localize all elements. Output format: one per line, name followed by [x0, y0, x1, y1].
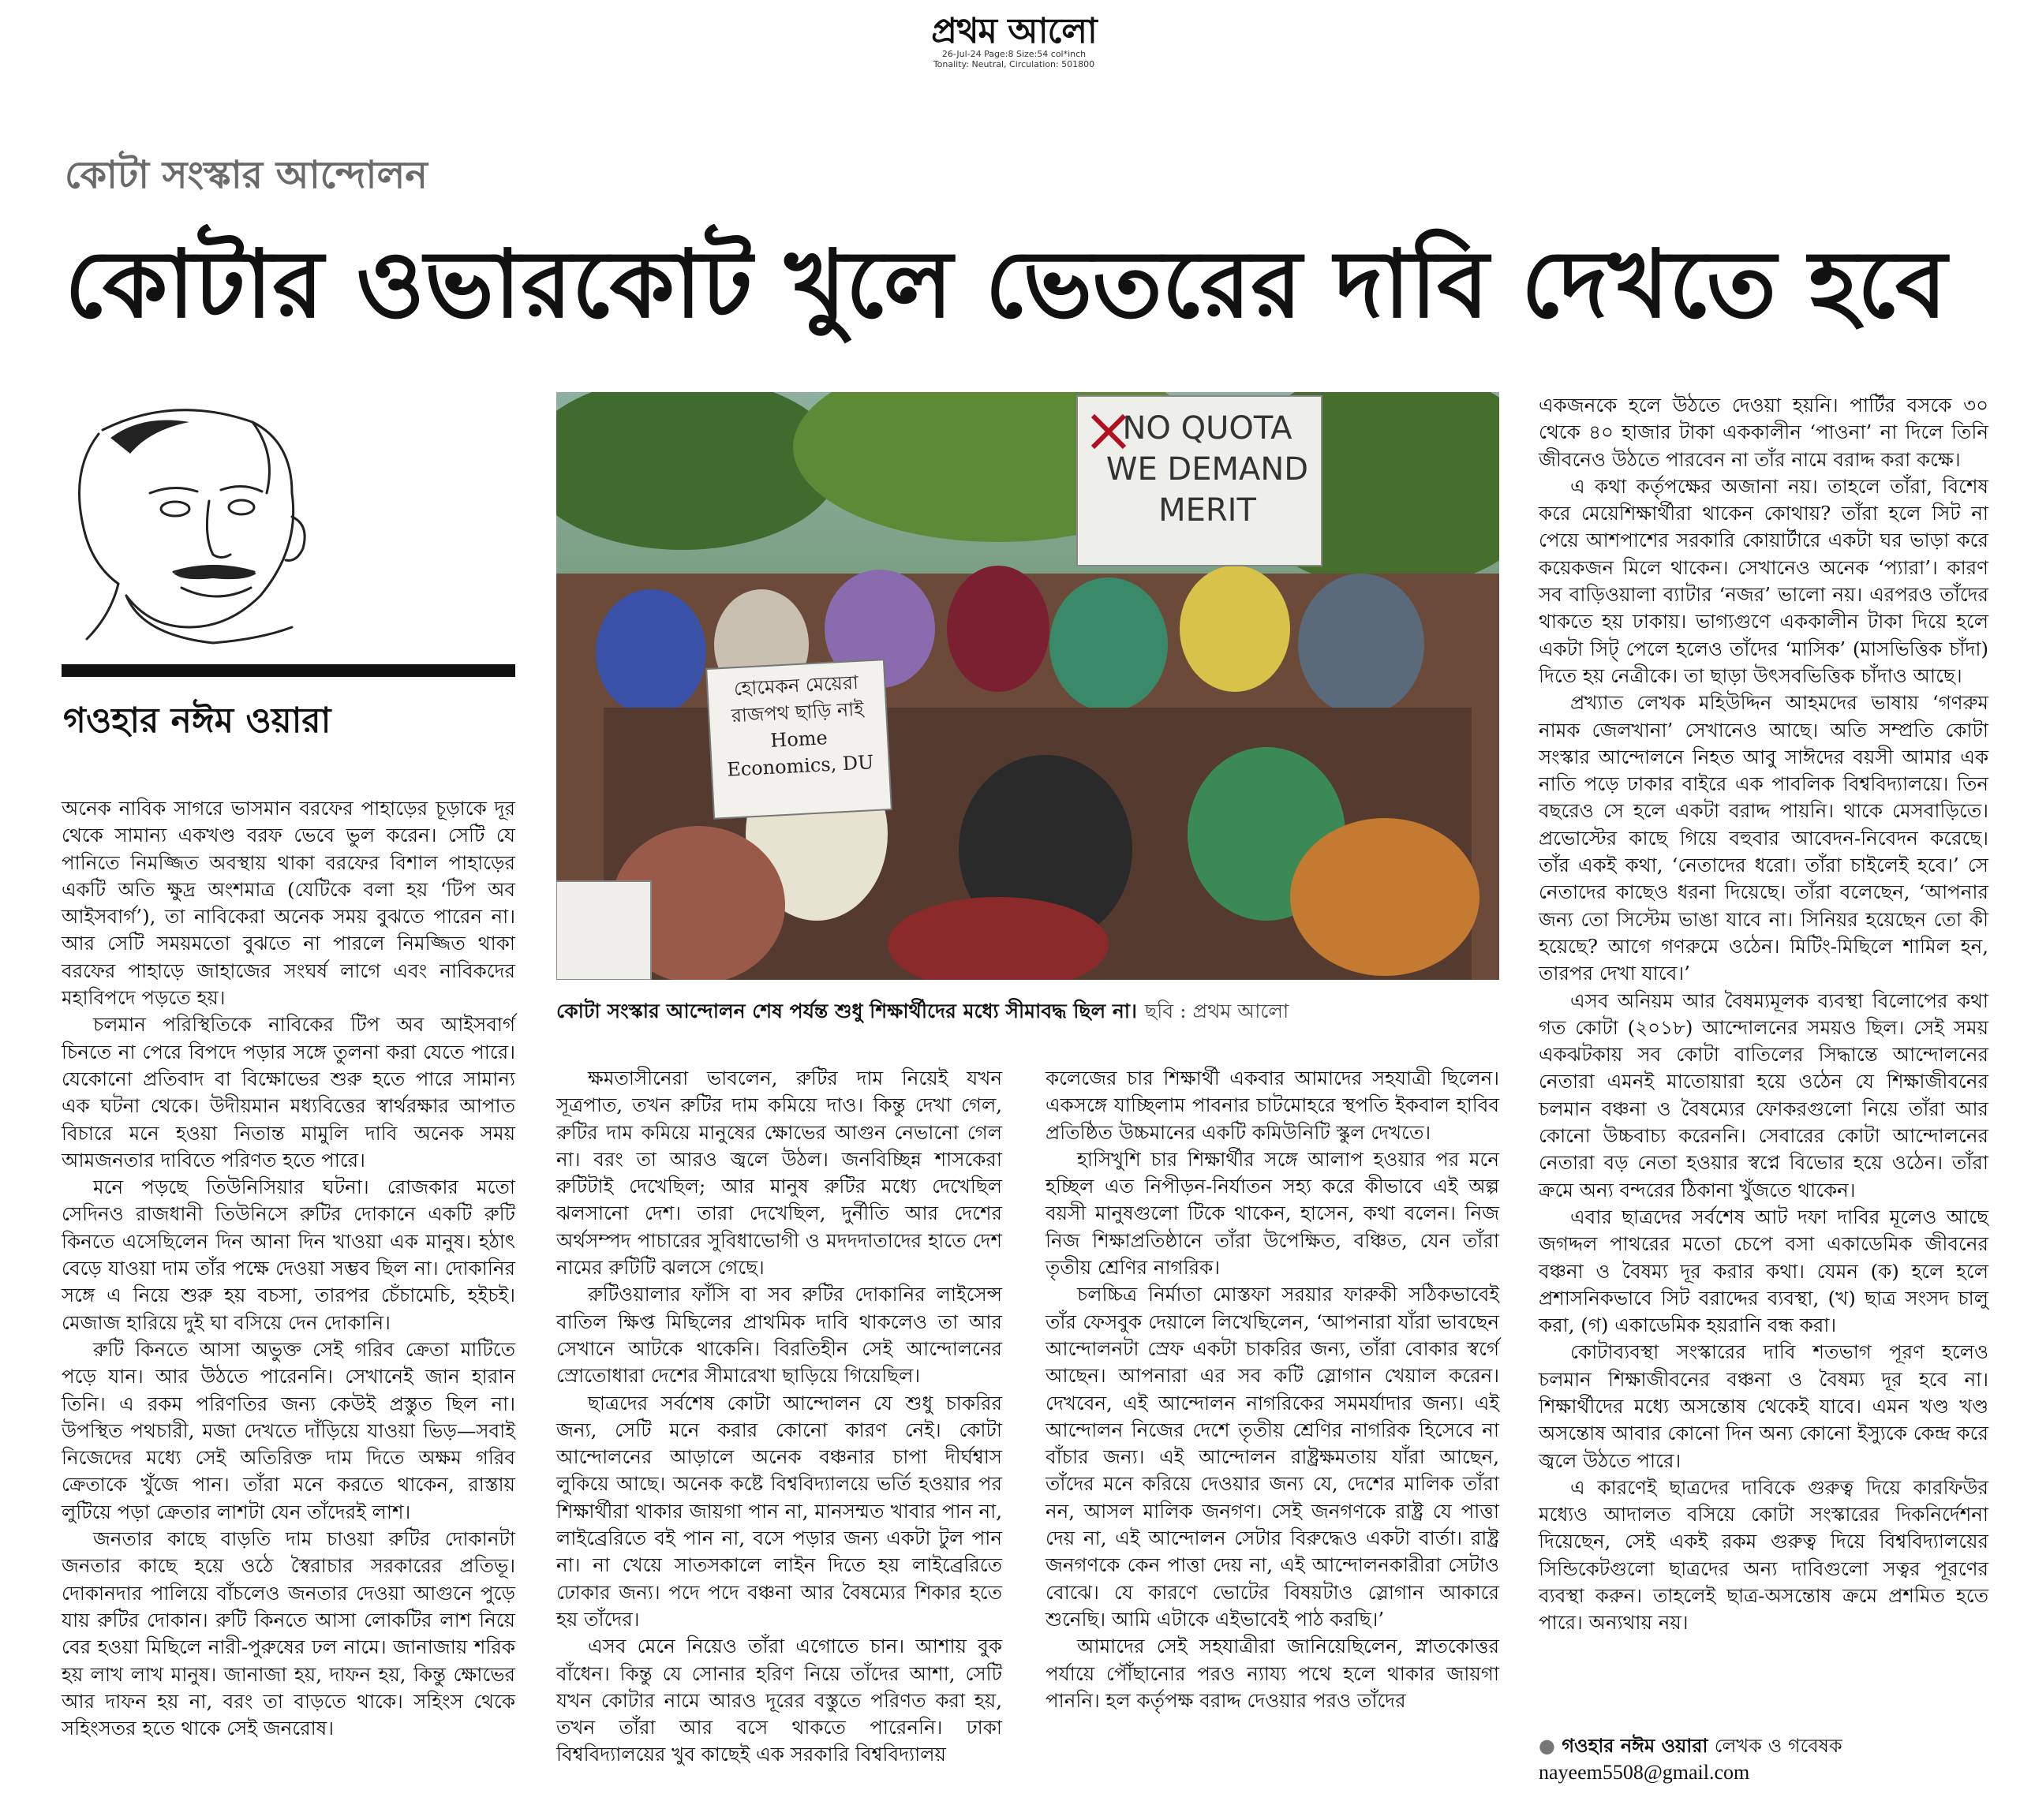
paragraph: আমাদের সেই সহযাত্রীরা জানিয়েছিলেন, স্নাতকোত্তর পর্যায়ে পৌঁছানোর পরও ন্যায্য পথে হলে থাকার জায়গা পাননি। হল কর্তৃপক্ষ বরাদ্দ দেওয়ার পরও তাঁদের [1046, 1635, 1499, 1712]
photo-credit: ছবি : প্রথম আলো [1145, 1000, 1289, 1022]
byline-rule [62, 664, 515, 677]
paragraph: কলেজের চার শিক্ষার্থী একবার আমাদের সহযাত্রী ছিলেন। একসঙ্গে যাচ্ছিলাম পাবনার চাটমোহরে স্থপতি ইকবাল হাবিব প্রতিষ্ঠিত উচ্চমানের একটি কমিউনিটি স্কুল দেখতে। [1046, 1067, 1499, 1144]
author-tag-role: লেখক ও গবেষক [1714, 1735, 1842, 1757]
paragraph: জনতার কাছে বাড়তি দাম চাওয়া রুটির দোকানটা জনতার কাছে হয়ে ওঠে স্বৈরাচার সরকারের প্রতিভূ। দোকানদার পালিয়ে বাঁচলেও জনতার দেওয়া আগুনে পুড়ে যায় রুটির দোকান। রুটি কিনতে আসা লোকটির লাশ নিয়ে বের হওয়া মিছিলে নারী-পুরুষের ঢল নামে। জানাজায় শরিক হয় লাখ লাখ মানুষ। জানাজা হয়, দাফন হয়, কিন্তু ক্ষোভের আর দাফন হয় না, বরং তা বাড়তে থাকে। সহিংস থেকে সহিংসতর হতে থাকে সেই জনরোষ। [62, 1527, 515, 1740]
article-column-4 [1539, 392, 1988, 1637]
author-portrait-sketch [55, 398, 339, 651]
author-email[interactable]: nayeem5508@gmail.com [1539, 1761, 1750, 1784]
placard-no-quota-text: NO QUOTA WE DEMAND MERIT [1105, 410, 1309, 529]
paragraph: রুটি কিনতে আসা অভুক্ত সেই গরিব ক্রেতা মাটিতে পড়ে যান। আর উঠতে পারেননি। সেখানেই জান হারান তিনি। এ রকম পরিণতির জন্য কেউই প্রস্তুত ছিল না। উপস্থিত পথচারী, মজা দেখতে দাঁড়িয়ে যাওয়া ভিড়—সবাই নিজেদের মধ্যে সেই অতিরিক্ত দাম দিতে অক্ষম গরিব ক্রেতাকে খুঁজে পান। তাঁরা মনে করতে থাকেন, রাস্তায় লুটিয়ে পড়া ক্রেতার লাশটা যেন তাঁদেরই লাশ। [62, 1337, 515, 1523]
caption-text: কোটা সংস্কার আন্দোলন শেষ পর্যন্ত শুধু শিক্ষার্থীদের মধ্যে সীমাবদ্ধ ছিল না। [556, 1000, 1137, 1022]
paragraph: এ কথা কর্তৃপক্ষের অজানা নয়। তাহলে তাঁরা, বিশেষ করে মেয়েশিক্ষার্থীরা থাকেন কোথায়? তাঁরা হলে সিট না পেয়ে আশপাশের সরকারি কোয়ার্টারে একটা ঘর ভাড়া করে কয়েকজন মিলে থাকেন। সেখানেও অনেক ‘প্যারা’। কারণ সব বাড়িওয়ালা ব্যাটার ‘নজর’ ভালো নয়। এরপরও তাঁদের থাকতে হয় ঢাকায়। ভাগ্যগুণে এককালীন টাকা দিয়ে হলে একটা সিট্ পেলে হলেও তাঁদের ‘মাসিক’ (মাসভিত্তিক চাঁদা) দিতে হয় নেত্রীকে। তা ছাড়া উৎসবভিত্তিক চাঁদাও আছে। [1539, 474, 1988, 687]
masthead-logo: প্রথম আলো [931, 11, 1097, 51]
paragraph: হাসিখুশি চার শিক্ষার্থীর সঙ্গে আলাপ হওয়ার পর মনে হচ্ছিল এত নিপীড়ন-নির্যাতন সহ্য করে কীভাবে এই অল্প বয়সী মানুষগুলো টিকে থাকেন, হাসেন, কথা বলেন। নিজ নিজ শিক্ষাপ্রতিষ্ঠানে তাঁরা উপেক্ষিত, বঞ্চিত, যেন তাঁরা তৃতীয় শ্রেণির নাগরিক। [1046, 1147, 1499, 1280]
photo-caption [556, 996, 1499, 1030]
paragraph: মনে পড়ছে তিউনিসিয়ার ঘটনা। রোজকার মতো সেদিনও রাজধানী তিউনিসে রুটির দোকানে একটি রুটি কিনতে এসেছিলেন দিন আনা দিন খাওয়া এক মানুষ। হঠাৎ বেড়ে যাওয়া দাম তাঁর পক্ষে দেওয়া সম্ভব ছিল না। দোকানির সঙ্গে এ নিয়ে শুরু হয় বচসা, তারপর চেঁচামেচি, হইচই। মেজাজ হারিয়ে দুই ঘা বসিয়ে দেন দোকানি। [62, 1175, 515, 1334]
bullet-icon: ● [1539, 1734, 1555, 1757]
placard-home-economics-text: হোমেকন মেয়েরা রাজপথ ছাড়ি নাই Home Economics, DU [726, 671, 874, 781]
paragraph: ক্ষমতাসীনেরা ভাবলেন, রুটির দাম নিয়েই যখন সূত্রপাত, তখন রুটির দাম কমিয়ে দাও। কিন্তু দেখা গেল, রুটির দাম কমিয়ে মানুষের ক্ষোভের আগুন নেভানো গেল না। বরং তা আরও জ্বলে উঠল। জনবিচ্ছিন্ন শাসকেরা রুটিটাই দেখেছিল; আর মানুষ রুটির মধ্যে দেখেছিল ঝলসানো দেশ। তারা দেখেছিল, দুর্নীতি আর দেশের অর্থসম্পদ পাচারের সুবিধাভোগী ও মদদদাতাদের হাতে দেশ নামের রুটিটি ঝলসে গেছে। [556, 1067, 1002, 1280]
paragraph: অনেক নাবিক সাগরে ভাসমান বরফের পাহাড়ের চূড়াকে দূর থেকে সামান্য একখণ্ড বরফ ভেবে ভুল করেন। সেটি যে পানিতে নিমজ্জিত অবস্থায় থাকা বরফের বিশাল পাহাড়ের একটি অতি ক্ষুদ্র অংশমাত্র (যেটিকে বলা হয় ‘টিপ অব আইসবার্গ’), তা নাবিকেরা অনেক সময় বুঝতে পারেন না। আর সেটি সময়মতো বুঝতে না পারলে নিমজ্জিত থাকা বরফের পাহাড়ে জাহাজের সংঘর্ষ লাগে এবং নাবিকদের মহাবিপদে পড়তে হয়। [62, 797, 515, 1010]
paragraph: চলমান পরিস্থিতিকে নাবিকের টিপ অব আইসবার্গ চিনতে না পেরে বিপদে পড়ার সঙ্গে তুলনা করা যেতে পারে। যেকোনো প্রতিবাদ বা বিক্ষোভের শুরু হতে পারে সামান্য এক ঘটনা থেকে। উদীয়মান মধ্যবিত্তের স্বার্থরক্ষার আপাত বিচারে মনে হওয়া নিতান্ত মামুলি দাবি অনেক সময় আমজনতার দাবিতে পরিণত হতে পারে। [62, 1013, 515, 1172]
paragraph: চলচ্চিত্র নির্মাতা মোস্তফা সরয়ার ফারুকী সঠিকভাবেই তাঁর ফেসবুক দেয়ালে লিখেছিলেন, ‘আপনারা যাঁরা ভাবছেন আন্দোলনটা স্রেফ একটা চাকরির জন্য, তাঁরা বোকার স্বর্গে আছেন। আপনারা এর সব কটি স্লোগান খেয়াল করেন। দেখবেন, এই আন্দোলন নাগরিকের সমমর্যাদার জন্য। এই আন্দোলন নিজের দেশে তৃতীয় শ্রেণির নাগরিক হিসেবে না বাঁচার জন্য। এই আন্দোলন রাষ্ট্রক্ষমতায় যাঁরা আছেন, তাঁদের মনে করিয়ে দেওয়ার জন্য যে, দেশের মালিক তাঁরা নন, আসল মালিক জনগণ। সেই জনগণকে রাষ্ট্র যে পাত্তা দেয় না, এই আন্দোলন সেটার বিরুদ্ধেও একটা বার্তা। রাষ্ট্র জনগণকে কেন পাত্তা দেয় না, এই আন্দোলনকারীরা সেটাও বোঝে। যে কারণে ভোটের বিষয়টাও স্লোগান আকারে শুনেছি। আমি এটাকে এইভাবেই পাঠ করছি।’ [1046, 1283, 1499, 1631]
paragraph: এসব অনিয়ম আর বৈষম্যমূলক ব্যবস্থা বিলোপের কথা গত কোটা (২০১৮) আন্দোলনের সময়ও ছিল। সেই সময় একঝটকায় সব কোটা বাতিলের সিদ্ধান্তে আন্দোলনের নেতারা এমনই মাতোয়ারা হয়ে ওঠেন যে শিক্ষাজীবনের চলমান বঞ্চনা ও বৈষম্যের ফোকরগুলো নিয়ে তাঁরা আর কোনো উচ্চবাচ্য করেননি। সেবারের কোটা আন্দোলনের নেতারা বড় নেতা হওয়ার স্বপ্নে বিভোর হয়ে ওঠেন। তাঁরা ক্রমে অন্য বন্দরের ঠিকানা খুঁজতে থাকেন। [1539, 988, 1988, 1201]
article-column-3 [1046, 1065, 1499, 1714]
protest-photo [556, 392, 1499, 980]
headline: কোটার ওভারকোট খুলে ভেতরের দাবি দেখতে হবে [65, 229, 1947, 338]
placard-no-quota [1077, 396, 1322, 566]
clipping-metadata [907, 49, 1120, 69]
paragraph: কোটাব্যবস্থা সংস্কারের দাবি শতভাগ পূরণ হলেও চলমান শিক্ষাজীবনের বঞ্চনা ও বৈষম্য দূর হবে না। শিক্ষার্থীদের মধ্যে অসন্তোষ থেকেই যাবে। এমন খণ্ড খণ্ড অসন্তোষ আবার কোনো দিন অন্য কোনো ইস্যুকে কেন্দ্র করে জ্বলে উঠতে পারে। [1539, 1340, 1988, 1472]
author-tag [1539, 1732, 1988, 1763]
byline: গওহার নঈম ওয়ারা [63, 701, 331, 741]
paragraph: প্রখ্যাত লেখক মহিউদ্দিন আহমদের ভাষায় ‘গণরুম নামক জেলখানা’ সেখানেও আছে। অতি সম্প্রতি কোটা সংস্কার আন্দোলনে নিহত আবু সাঈদের বয়সী আমার এক নাতি পড়ে ঢাকার বাইরে এক পাবলিক বিশ্ববিদ্যালয়ে। তিন বছরেও সে হলে একটা বরাদ্দ পায়নি। থাকে মেসবাড়িতে। প্রভোস্টের কাছে গিয়ে বহুবার আবেদন-নিবেদন করেছে। তাঁর একই কথা, ‘নেতাদের ধরো। তাঁরা চাইলেই হবে।’ সে নেতাদের কাছেও ধরনা দিয়েছে। তাঁরা বলেছেন, ‘আপনার জন্য তো সিস্টেম ভাঙা যাবে না। সিনিয়র হয়েছেন তো কী হয়েছে? আগে গণরুমে ওঠেন। মিটিং-মিছিলে শামিল হন, তারপর দেখা যাবে।’ [1539, 691, 1988, 985]
article-column-2 [556, 1065, 1002, 1769]
paragraph: এবার ছাত্রদের সর্বশেষ আট দফা দাবির মূলেও আছে জগদ্দল পাথরের মতো চেপে বসা একাডেমিক জীবনের বঞ্চনা ও বৈষম্য দূর করার কথা। যেমন (ক) হলে হলে প্রশাসনিকভাবে সিট বরাদ্দের ব্যবস্থা, (খ) ছাত্র সংসদ চালু করা, (গ) একাডেমিক হয়রানি বন্ধ করা। [1539, 1205, 1988, 1337]
clipping-meta-line-2: Tonality: Neutral, Circulation: 501800 [933, 59, 1095, 69]
section-kicker: কোটা সংস্কার আন্দোলন [65, 153, 428, 197]
paragraph: রুটিওয়ালার ফাঁসি বা সব রুটির দোকানির লাইসেন্স বাতিল ক্ষিপ্ত মিছিলের প্রাথমিক দাবি থাকলেও তা আর সেখানে আটকে থাকেনি। বিরতিহীন সেই আন্দোলনের স্রোতোধারা দেশের সীমারেখা ছাড়িয়ে গিয়েছিল। [556, 1283, 1002, 1388]
clipping-meta-line-1: 26-Jul-24 Page:8 Size:54 col*inch [941, 49, 1087, 59]
placard-home-economics [706, 660, 892, 819]
paragraph: একজনকে হলে উঠতে দেওয়া হয়নি। পার্টির বসকে ৩০ থেকে ৪০ হাজার টাকা এককালীন ‘পাওনা’ না দিলে তিনি জীবনেও উঠতে পারবেন না তাঁর নামে বরাদ্দ করা কক্ষে। [1539, 394, 1988, 471]
article-column-1 [62, 795, 515, 1742]
paragraph: এসব মেনে নিয়েও তাঁরা এগোতে চান। আশায় বুক বাঁধেন। কিন্তু যে সোনার হরিণ নিয়ে তাঁদের আশা, সেটি যখন কোটার নামে আরও দূরের বস্তুতে পরিণত করা হয়, তখন তাঁরা আর বসে থাকতে পারেননি। ঢাকা বিশ্ববিদ্যালয়ের খুব কাছেই এক সরকারি বিশ্ববিদ্যালয় [556, 1635, 1002, 1766]
author-tag-name: গওহার নঈম ওয়ারা [1562, 1734, 1708, 1757]
paragraph: ছাত্রদের সর্বশেষ কোটা আন্দোলন যে শুধু চাকরির জন্য, সেটি মনে করার কোনো কারণ নেই। কোটা আন্দোলনের আড়ালে অনেক বঞ্চনার চাপা দীর্ঘশ্বাস লুকিয়ে আছে। অনেক কষ্টে বিশ্ববিদ্যালয়ে ভর্তি হওয়ার পর শিক্ষার্থীরা থাকার জায়গা পান না, মানসম্মত খাবার পান না, লাইব্রেরিতে বই পান না, বসে পড়ার জন্য একটা টুল পান না। না খেয়ে সাতসকালে লাইন দিতে হয় লাইব্রেরিতে ঢোকার জন্য। পদে পদে বঞ্চনা আর বৈষম্যের শিকার হতে হয় তাঁদের। [556, 1391, 1002, 1631]
paragraph: এ কারণেই ছাত্রদের দাবিকে গুরুত্ব দিয়ে কারফিউর মধ্যেও আদালত বসিয়ে কোটা সংস্কারের দিকনির্দেশনা দিয়েছেন, সেই একই রকম গুরুত্ব দিয়ে বিশ্ববিদ্যালয়ের সিন্ডিকেটগুলো ছাত্রদের অন্য দাবিগুলো সত্বর পূরণের ব্যবস্থা করুন। তাহলেই ছাত্র-অসন্তোষ ক্রমে প্রশমিত হতে পারে। অন্যথায় নয়। [1539, 1475, 1988, 1635]
